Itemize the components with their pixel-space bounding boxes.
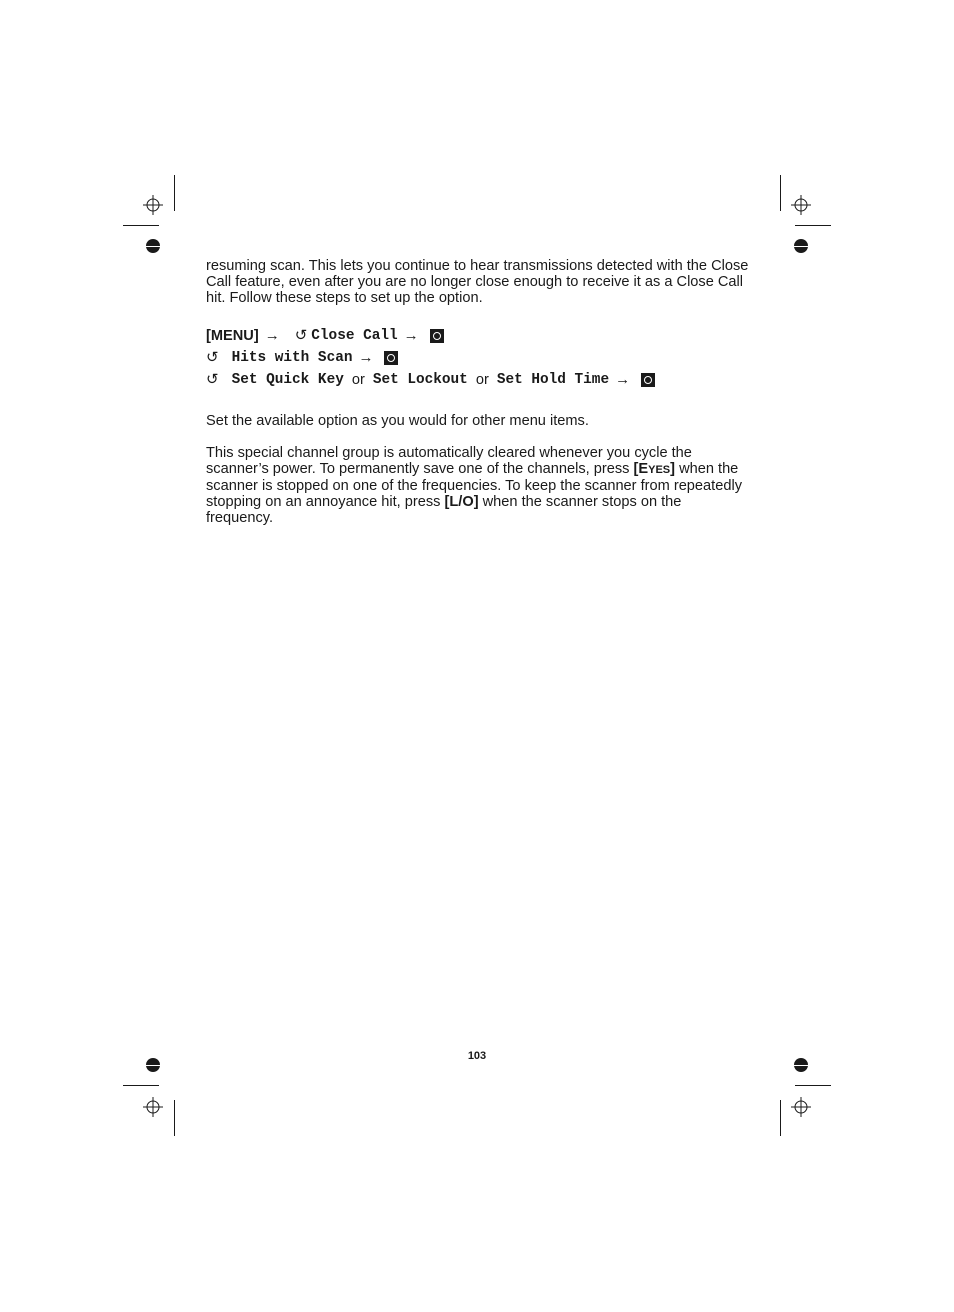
page-content: [206, 258, 751, 526]
channel-group-paragraph: [206, 445, 751, 526]
step-line-2: [206, 347, 751, 369]
rotate-knob-icon: ↺: [206, 371, 219, 388]
paragraph-text: This special channel group is automatically cleared whenever you cycle the scanner’s power. To permanently save one of the channels, press: [206, 445, 692, 477]
crop-mark: [795, 225, 831, 226]
crop-mark: [780, 175, 781, 211]
close-call-item: Close Call: [311, 328, 398, 344]
select-button-icon: [430, 329, 444, 343]
menu-steps: [206, 325, 751, 391]
step-line-1: [206, 325, 751, 347]
set-hold-time-item: Set Hold Time: [496, 372, 610, 388]
crop-mark: [795, 1085, 831, 1086]
rotate-knob-icon: ↺: [294, 327, 308, 344]
menu-key: [MENU]: [206, 328, 259, 344]
crop-mark: [174, 1100, 175, 1136]
registration-dot-icon: [794, 239, 808, 253]
registration-mark-icon: [791, 195, 811, 215]
right-arrow-icon: →: [358, 349, 374, 366]
select-button-icon: [641, 373, 655, 387]
crop-mark: [123, 225, 159, 226]
registration-mark-icon: [143, 1097, 163, 1117]
registration-mark-icon: [143, 195, 163, 215]
right-arrow-icon: →: [615, 371, 631, 388]
step-line-3: [206, 369, 751, 391]
crop-mark: [780, 1100, 781, 1136]
or-text: or: [475, 372, 489, 388]
set-quick-key-item: Set Quick Key: [231, 372, 344, 388]
set-option-paragraph: Set the available option as you would for other menu items.: [206, 413, 589, 429]
intro-paragraph: resuming scan. This lets you continue to hear transmissions detected with the Close Call feature, even after you are no longer close enough to receive it as a Close Call hit. Follow these steps to set up the option.: [206, 258, 749, 306]
page-number: 103: [467, 1050, 487, 1062]
select-button-icon: [384, 351, 398, 365]
eyes-key: [EYES]: [633, 461, 676, 477]
or-text: or: [351, 372, 365, 388]
paragraph-text: when the scanner stops on the frequency.: [206, 494, 682, 526]
registration-mark-icon: [791, 1097, 811, 1117]
lo-key: [L/O]: [444, 494, 479, 510]
hits-with-scan-item: Hits with Scan: [231, 350, 353, 366]
right-arrow-icon: →: [264, 327, 280, 344]
right-arrow-icon: →: [403, 327, 419, 344]
crop-mark: [123, 1085, 159, 1086]
registration-dot-icon: [146, 239, 160, 253]
set-lockout-item: Set Lockout: [372, 372, 468, 388]
paragraph-text: when the scanner is stopped on one of the frequencies. To keep the scanner from repeatedly stopping on an annoyance hit, press: [206, 461, 742, 510]
rotate-knob-icon: ↺: [206, 349, 219, 366]
crop-mark: [174, 175, 175, 211]
